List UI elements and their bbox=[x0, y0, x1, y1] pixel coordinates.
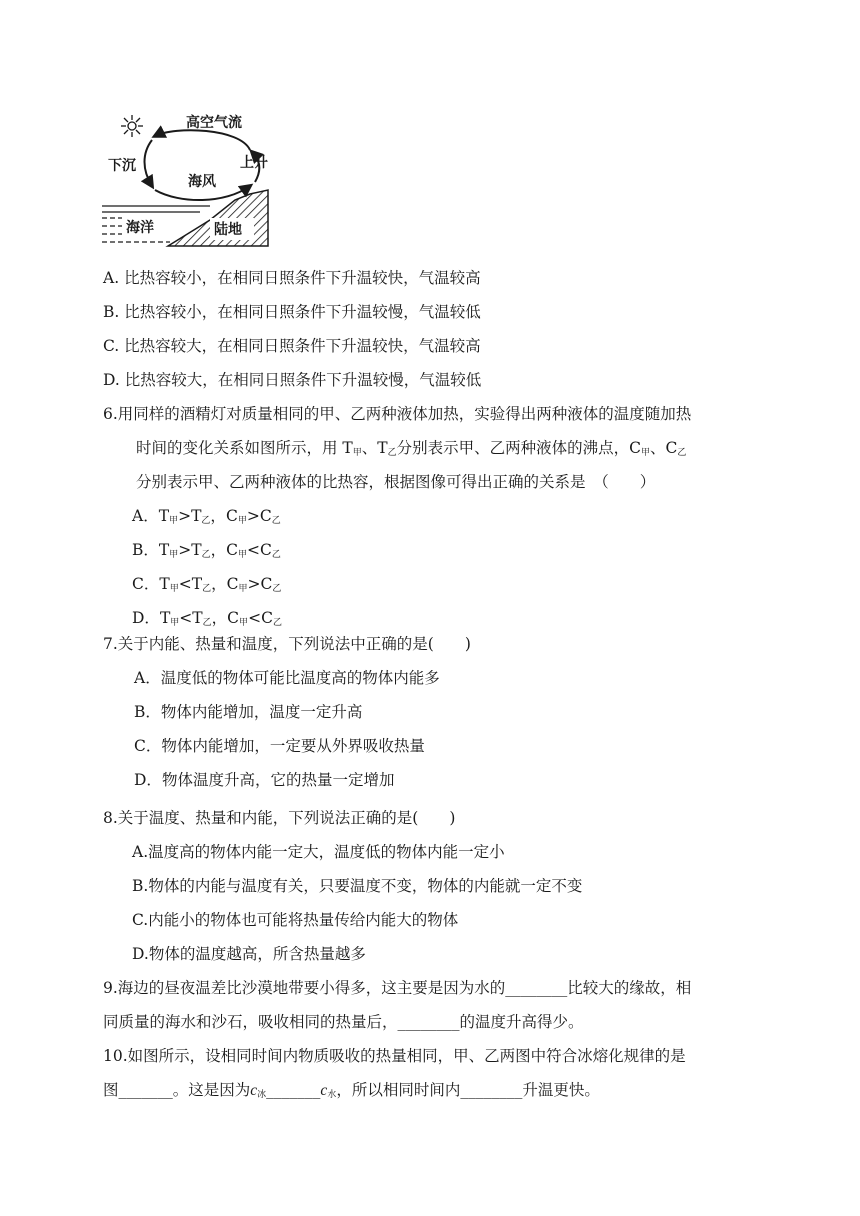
c-symbol: c bbox=[250, 1082, 258, 1099]
comma: ， bbox=[210, 507, 226, 525]
option-label: C. bbox=[103, 337, 120, 355]
t-letter: T bbox=[159, 609, 171, 627]
subscript-yi: 乙 bbox=[387, 448, 397, 458]
q7-option-b bbox=[134, 702, 362, 722]
q8-option-c bbox=[132, 910, 458, 930]
q8-option-a bbox=[132, 842, 505, 862]
subscript-jia: 甲 bbox=[170, 618, 180, 628]
q6-option-c bbox=[132, 574, 281, 599]
subscript-yi: 乙 bbox=[271, 550, 281, 560]
option-label: B． bbox=[134, 703, 161, 721]
comma: ， bbox=[211, 609, 228, 627]
label-sinking: 下沉 bbox=[108, 158, 136, 174]
subscript-jia: 甲 bbox=[352, 448, 362, 458]
c-letter: C bbox=[226, 575, 239, 593]
option-text: 比热容较大，在相同日照条件下升温较快，气温较高 bbox=[124, 337, 481, 355]
c-letter: C bbox=[226, 541, 238, 559]
subscript-jia: 甲 bbox=[169, 550, 179, 560]
option-text: 物体的内能与温度有关，只要温度不变，物体的内能就一定不变 bbox=[148, 877, 583, 895]
sinking-arrow bbox=[145, 140, 153, 186]
answer-blank: _______ bbox=[266, 1081, 321, 1099]
label-upper-airflow: 高空气流 bbox=[186, 115, 242, 131]
q5-option-c bbox=[103, 336, 481, 356]
q7-option-a bbox=[134, 668, 440, 688]
comma: ， bbox=[210, 541, 227, 559]
q6-option-b bbox=[132, 540, 281, 565]
option-text: 温度高的物体内能一定大，温度低的物体内能一定小 bbox=[148, 843, 505, 861]
t-letter: T bbox=[191, 507, 202, 525]
c-letter: C bbox=[261, 609, 273, 627]
q9-line1: 9.海边的昼夜温差比沙漠地带要小得多，这主要是因为水的________比较大的缘故，相 bbox=[103, 979, 692, 997]
c-letter: C bbox=[225, 507, 238, 525]
t-letter: T bbox=[191, 575, 203, 593]
c-symbol: c bbox=[320, 1082, 328, 1099]
q5-option-b bbox=[103, 302, 481, 322]
option-text: 比热容较小，在相同日照条件下升温较快，气温较高 bbox=[124, 269, 481, 287]
option-label: B. bbox=[103, 303, 120, 321]
subscript-jia: 甲 bbox=[239, 618, 249, 628]
t-relation: > bbox=[178, 541, 192, 559]
t-relation: < bbox=[178, 575, 192, 593]
option-text: 物体内能增加，温度一定升高 bbox=[160, 703, 363, 721]
c-relation: > bbox=[246, 507, 260, 525]
subscript-yi: 乙 bbox=[677, 448, 687, 458]
option-label: A. bbox=[132, 843, 149, 861]
label-ocean: 海洋 bbox=[126, 220, 154, 236]
q10-line1: 10.如图所示，设相同时间内物质吸收的热量相同，甲、乙两图中符合冰熔化规律的是 bbox=[103, 1047, 686, 1065]
subscript-yi: 乙 bbox=[201, 516, 211, 526]
q10-line2 bbox=[103, 1080, 600, 1105]
t-letter: T bbox=[158, 541, 170, 559]
q7-stem: 7.关于内能、热量和温度，下列说法中正确的是( ) bbox=[103, 635, 471, 653]
q10-text: ，所以相同时间内________升温更快。 bbox=[336, 1081, 600, 1099]
subscript-jia: 甲 bbox=[641, 448, 651, 458]
q6-text: 时间的变化关系如图所示，用 T bbox=[136, 439, 353, 457]
option-text: 物体内能增加，一定要从外界吸收热量 bbox=[161, 737, 425, 755]
c-relation: > bbox=[247, 575, 261, 593]
q9-line2: 同质量的海水和沙石，吸收相同的热量后，________的温度升高得少。 bbox=[103, 1013, 584, 1031]
subscript-jia: 甲 bbox=[238, 550, 248, 560]
c-letter: C bbox=[259, 507, 272, 525]
c-relation: < bbox=[248, 609, 262, 627]
subscript-yi: 乙 bbox=[201, 550, 211, 560]
option-label: A． bbox=[132, 507, 159, 525]
subscript-water: 水 bbox=[327, 1090, 337, 1100]
subscript-yi: 乙 bbox=[202, 618, 212, 628]
subscript-jia: 甲 bbox=[169, 516, 179, 526]
q6-stem-line2 bbox=[136, 438, 686, 463]
q8-option-b bbox=[132, 876, 582, 896]
option-text: 内能小的物体也可能将热量传给内能大的物体 bbox=[148, 911, 459, 929]
q6-stem-line3: 分别表示甲、乙两种液体的比热容，根据图像可得出正确的关系是 （ ） bbox=[136, 473, 656, 491]
t-letter: T bbox=[192, 609, 203, 627]
t-letter: T bbox=[159, 575, 170, 593]
option-label: C. bbox=[132, 911, 149, 929]
q10-text: 图_______。这是因为 bbox=[103, 1081, 251, 1099]
option-label: A. bbox=[103, 269, 120, 287]
comma: ， bbox=[211, 575, 227, 593]
c-letter: C bbox=[260, 575, 273, 593]
subscript-yi: 乙 bbox=[271, 516, 281, 526]
t-relation: < bbox=[179, 609, 193, 627]
upper-airflow-arrow bbox=[155, 130, 250, 150]
subscript-yi: 乙 bbox=[202, 584, 212, 594]
q5-option-a bbox=[103, 268, 481, 288]
label-rising: 上升 bbox=[240, 155, 268, 171]
subscript-yi: 乙 bbox=[272, 618, 282, 628]
option-label: D. bbox=[103, 371, 120, 389]
option-label: D. bbox=[132, 945, 149, 963]
q8-option-d bbox=[132, 944, 366, 964]
q8-stem: 8.关于温度、热量和内能，下列说法正确的是( ) bbox=[103, 809, 456, 827]
c-letter: C bbox=[260, 541, 272, 559]
sun-icon bbox=[121, 115, 143, 137]
subscript-jia: 甲 bbox=[237, 516, 247, 526]
option-text: 温度低的物体可能比温度高的物体内能多 bbox=[160, 669, 440, 687]
label-sea-breeze: 海风 bbox=[188, 174, 216, 190]
option-label: B． bbox=[132, 541, 159, 559]
t-relation: > bbox=[178, 507, 192, 525]
option-text: 物体的温度越高，所含热量越多 bbox=[148, 945, 366, 963]
c-letter: C bbox=[227, 609, 240, 627]
q6-stem-line1: 6.用同样的酒精灯对质量相同的甲、乙两种液体加热，实验得出两种液体的温度随加热 bbox=[103, 405, 692, 423]
subscript-yi: 乙 bbox=[272, 584, 282, 594]
label-land: 陆地 bbox=[214, 222, 242, 238]
subscript-jia: 甲 bbox=[169, 584, 179, 594]
q7-option-d bbox=[134, 770, 394, 790]
t-letter: T bbox=[191, 541, 202, 559]
option-text: 比热容较小，在相同日照条件下升温较慢，气温较低 bbox=[124, 303, 481, 321]
c-relation: < bbox=[247, 541, 261, 559]
option-label: A． bbox=[134, 669, 161, 687]
option-text: 物体温度升高，它的热量一定增加 bbox=[161, 771, 395, 789]
t-letter: T bbox=[158, 507, 170, 525]
q6-option-d bbox=[132, 608, 282, 633]
q6-option-a bbox=[132, 506, 281, 531]
subscript-jia: 甲 bbox=[238, 584, 248, 594]
option-label: C． bbox=[134, 737, 162, 755]
q7-option-c bbox=[134, 736, 425, 756]
option-label: D． bbox=[132, 609, 160, 627]
q6-text: 分别表示甲、乙两种液体的沸点，C bbox=[396, 439, 642, 457]
option-text: 比热容较大，在相同日照条件下升温较慢，气温较低 bbox=[124, 371, 482, 389]
option-label: C． bbox=[132, 575, 160, 593]
subscript-ice: 冰 bbox=[257, 1090, 267, 1100]
option-label: D． bbox=[134, 771, 162, 789]
q6-text: 、C bbox=[650, 439, 678, 457]
sea-breeze-diagram bbox=[100, 108, 270, 250]
q5-option-d bbox=[103, 370, 481, 390]
q6-text: 、T bbox=[361, 439, 388, 457]
option-label: B. bbox=[132, 877, 149, 895]
